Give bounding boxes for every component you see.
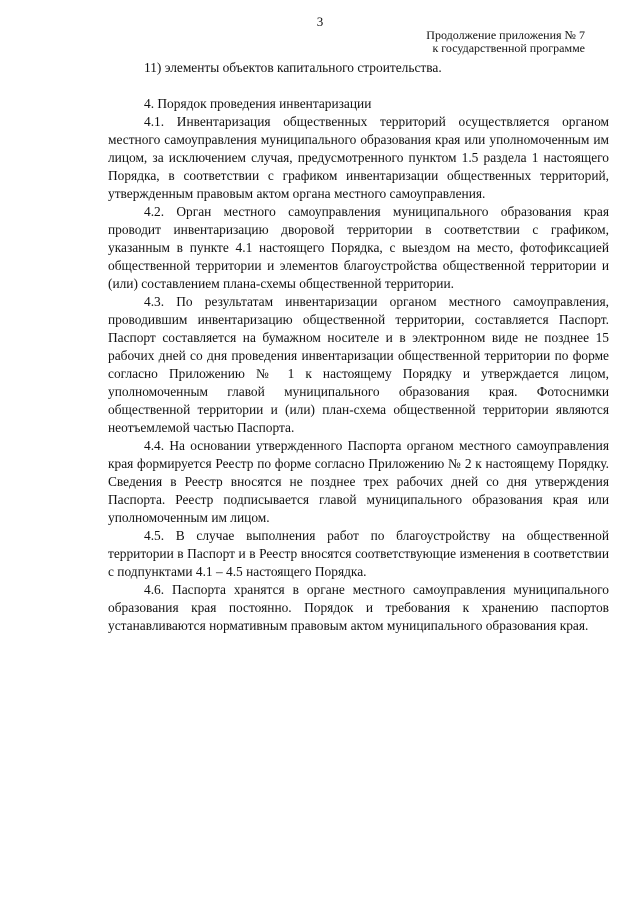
appendix-note — [426, 29, 585, 55]
paragraph-4-2: 4.2. Орган местного самоуправления муниципального образования края проводит инвентаризацию дворовой территории в соответствии с графиком, указанным в пункте 4.1 настоящего Порядка, с выездом на место, фотофиксацией общественной территории и элементов благоустройства общественной территории и (или) составлением плана-схемы общественной территории. — [108, 204, 609, 291]
appendix-note-line-2: к государственной программе — [432, 41, 585, 55]
paragraph-4-5: 4.5. В случае выполнения работ по благоустройству на общественной территории в Паспорт и в Реестр вносятся соответствующие изменения в соответствии с подпунктами 4.1 – 4.5 настоящего Порядка. — [108, 528, 609, 579]
paragraph-4-1: 4.1. Инвентаризация общественных территорий осуществляется органом местного самоуправления муниципального образования края или уполномоченным им лицом, за исключением случая, предусмотренного пунктом 1.5 раздела 1 настоящего Порядка, в соответствии с графиком инвентаризации общественных территорий, утвержденным правовым актом органа местного самоуправления. — [108, 114, 609, 201]
document-body — [108, 59, 609, 635]
paragraph-4-3: 4.3. По результатам инвентаризации органом местного самоуправления, проводившим инвентаризацию общественной территории, составляется Паспорт. Паспорт составляется на бумажном носителе и в электронном виде не позднее 15 рабочих дней со дня проведения инвентаризации общественной территории по форме согласно Приложению № 1 к настоящему Порядку и утверждается лицом, уполномоченным главой муниципального образования края. Фотоснимки общественной территории и (или) план-схема общественной территории являются неотъемлемой частью Паспорта. — [108, 294, 609, 435]
paragraph-4-6: 4.6. Паспорта хранятся в органе местного самоуправления муниципального образования края постоянно. Порядок и требования к хранению паспортов устанавливаются нормативным правовым актом муниципального образования края. — [108, 582, 609, 633]
appendix-note-line-1: Продолжение приложения № 7 — [426, 28, 585, 42]
section-4-heading: 4. Порядок проведения инвентаризации — [144, 96, 372, 111]
page-number: 3 — [316, 14, 324, 29]
paragraph-item-11: 11) элементы объектов капитального строительства. — [144, 60, 442, 75]
paragraph-4-4: 4.4. На основании утвержденного Паспорта органом местного самоуправления края формируется Реестр по форме согласно Приложению № 2 к настоящему Порядку. Сведения в Реестр вносятся не позднее трех рабочих дней со дня утверждения Паспорта. Реестр подписывается главой муниципального образования края или уполномоченным им лицом. — [108, 438, 609, 525]
